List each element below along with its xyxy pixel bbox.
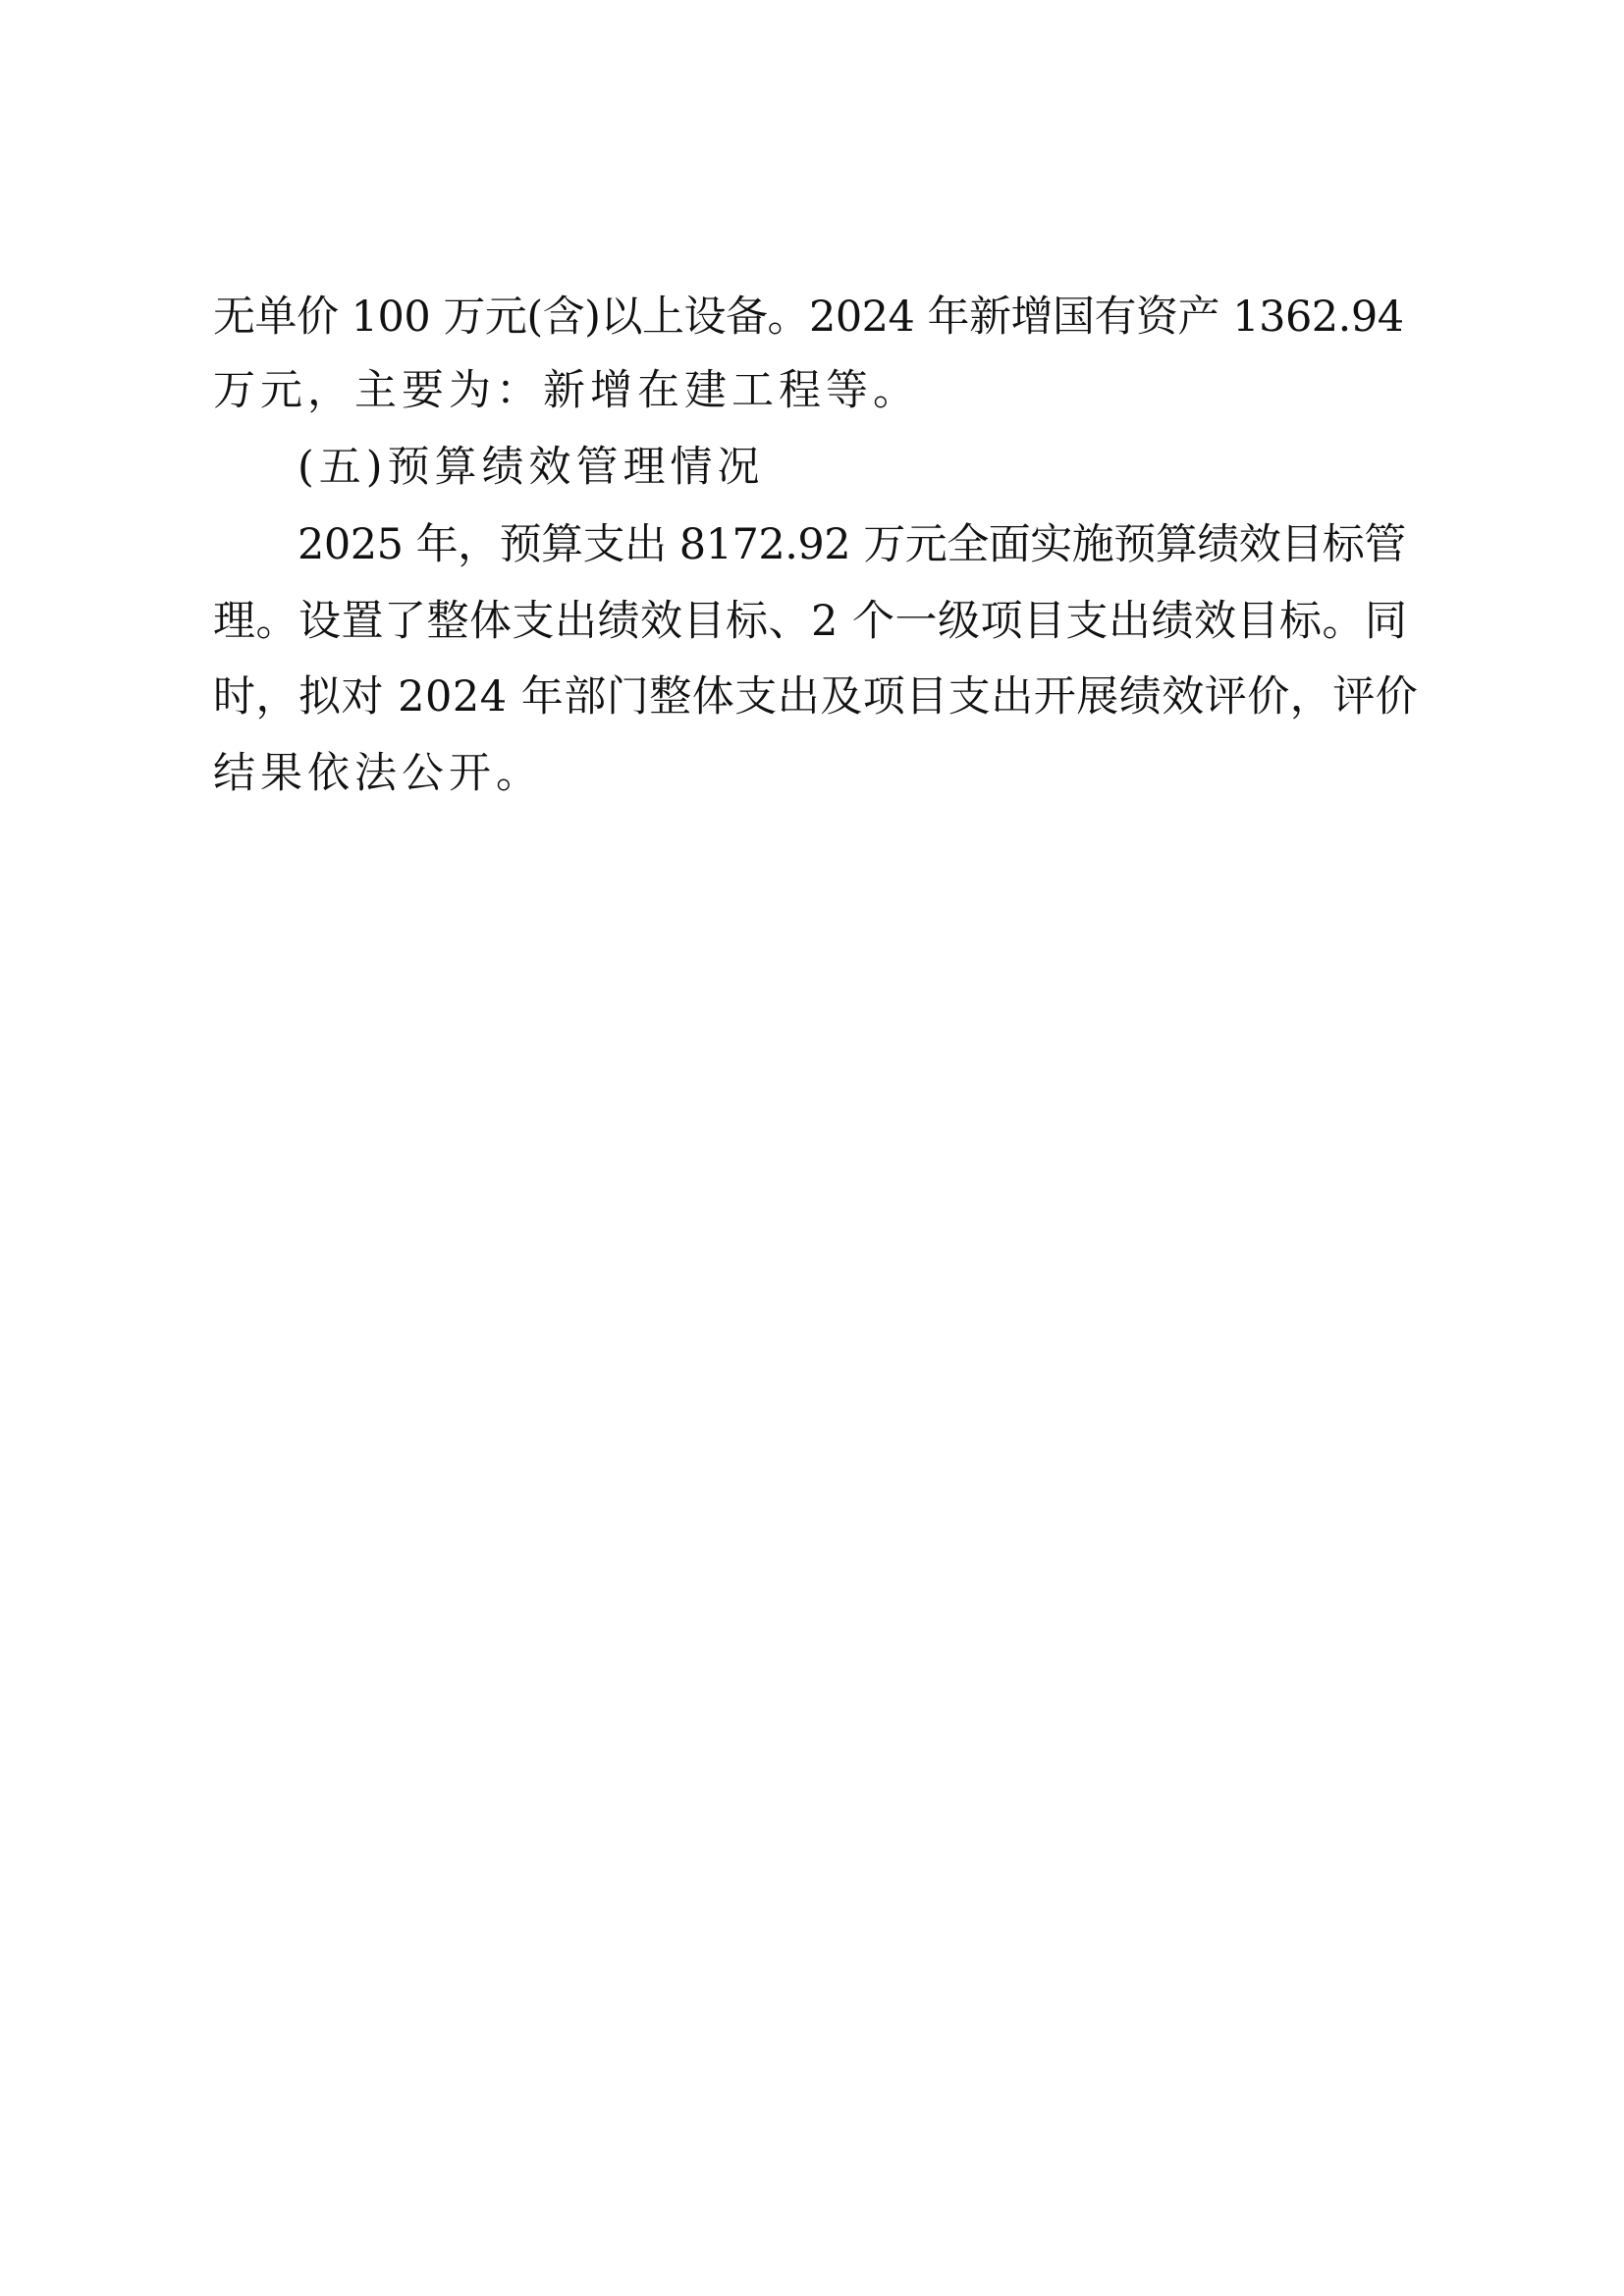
paragraph-line: 理。设置了整体支出绩效目标、2 个一级项目支出绩效目标。同: [213, 597, 1408, 646]
section-heading: (五)预算绩效管理情况: [298, 443, 765, 492]
paragraph-line: 无单价 100 万元(含)以上设备。2024 年新增国有资产 1362.94: [213, 293, 1404, 342]
paragraph-line: 2025 年，预算支出 8172.92 万元全面实施预算绩效目标管: [298, 520, 1406, 569]
paragraph-line: 结果依法公开。: [213, 749, 543, 798]
paragraph-line: 时，拟对 2024 年部门整体支出及项目支出开展绩效评价，评价: [213, 672, 1419, 721]
paragraph-line: 万元，主要为：新增在建工程等。: [213, 366, 920, 415]
